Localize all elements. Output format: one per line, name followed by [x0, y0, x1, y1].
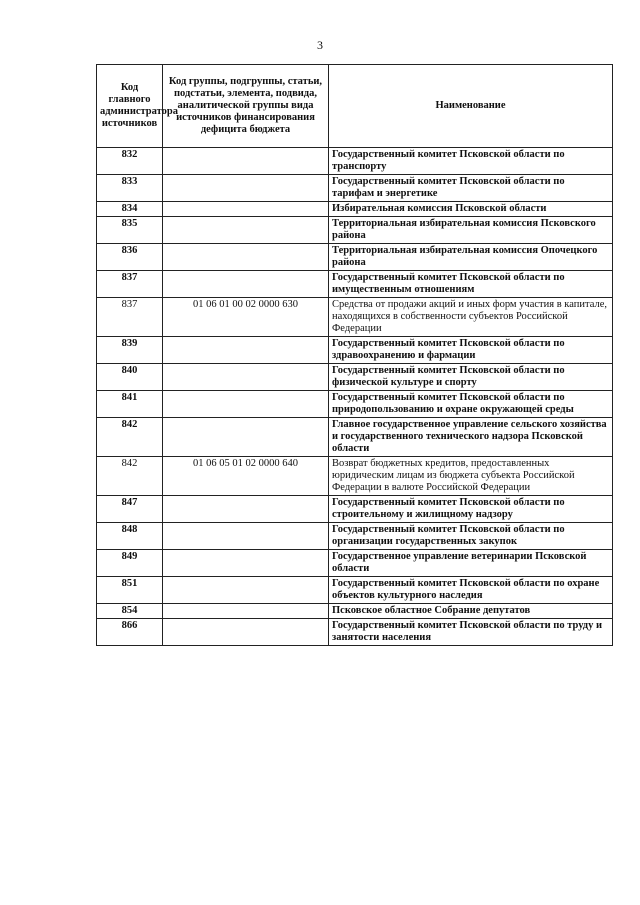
header-admin-code: Код главного администратора источников — [97, 65, 163, 148]
name-cell: Территориальная избирательная комиссия Опочецкого района — [329, 244, 613, 271]
name-cell: Государственное управление ветеринарии Псковской области — [329, 550, 613, 577]
admin-code-cell: 836 — [97, 244, 163, 271]
admin-code-cell: 847 — [97, 496, 163, 523]
table-row — [97, 148, 613, 175]
table-row — [97, 244, 613, 271]
table-row — [97, 298, 613, 337]
table-row — [97, 364, 613, 391]
admin-code-cell: 834 — [97, 202, 163, 217]
name-cell: Государственный комитет Псковской области по тарифам и энергетике — [329, 175, 613, 202]
table-row — [97, 217, 613, 244]
source-code-cell — [163, 271, 329, 298]
table-row — [97, 457, 613, 496]
admin-code-cell: 833 — [97, 175, 163, 202]
source-code-cell — [163, 577, 329, 604]
source-code-cell — [163, 364, 329, 391]
table-row — [97, 391, 613, 418]
name-cell: Государственный комитет Псковской области по строительному и жилищному надзору — [329, 496, 613, 523]
name-cell: Избирательная комиссия Псковской области — [329, 202, 613, 217]
name-cell: Государственный комитет Псковской области по охране объектов культурного наследия — [329, 577, 613, 604]
table-row — [97, 604, 613, 619]
source-code-cell: 01 06 05 01 02 0000 640 — [163, 457, 329, 496]
header-group-code: Код группы, подгруппы, статьи, подстатьи, элемента, подвида, аналитической группы вида источников финансирования дефицита бюджета — [163, 65, 329, 148]
source-code-cell — [163, 550, 329, 577]
admin-code-cell: 866 — [97, 619, 163, 646]
source-code-cell — [163, 604, 329, 619]
source-code-cell — [163, 148, 329, 175]
name-cell: Псковское областное Собрание депутатов — [329, 604, 613, 619]
header-name: Наименование — [329, 65, 613, 148]
source-code-cell — [163, 202, 329, 217]
source-code-cell — [163, 244, 329, 271]
name-cell: Государственный комитет Псковской области по транспорту — [329, 148, 613, 175]
table-row — [97, 496, 613, 523]
name-cell: Территориальная избирательная комиссия Псковского района — [329, 217, 613, 244]
table-row — [97, 175, 613, 202]
source-code-cell — [163, 175, 329, 202]
table-row — [97, 550, 613, 577]
name-cell: Государственный комитет Псковской области по организации государственных закупок — [329, 523, 613, 550]
source-code-cell — [163, 337, 329, 364]
admin-code-cell: 854 — [97, 604, 163, 619]
admin-code-cell: 849 — [97, 550, 163, 577]
admin-code-cell: 840 — [97, 364, 163, 391]
admin-code-cell: 837 — [97, 298, 163, 337]
page-number: 3 — [317, 38, 323, 52]
source-code-cell — [163, 619, 329, 646]
table-row — [97, 523, 613, 550]
source-code-cell — [163, 217, 329, 244]
admin-code-cell: 839 — [97, 337, 163, 364]
table-row — [97, 202, 613, 217]
source-code-cell: 01 06 01 00 02 0000 630 — [163, 298, 329, 337]
admin-code-cell: 841 — [97, 391, 163, 418]
admin-code-cell: 842 — [97, 457, 163, 496]
admin-code-cell: 832 — [97, 148, 163, 175]
source-code-cell — [163, 496, 329, 523]
admin-code-cell: 842 — [97, 418, 163, 457]
name-cell: Главное государственное управление сельского хозяйства и государственного технического надзора Псковской области — [329, 418, 613, 457]
table-row — [97, 619, 613, 646]
table-row — [97, 271, 613, 298]
name-cell: Средства от продажи акций и иных форм участия в капитале, находящихся в собственности субъектов Российской Федерации — [329, 298, 613, 337]
admin-code-cell: 835 — [97, 217, 163, 244]
admin-code-cell: 837 — [97, 271, 163, 298]
name-cell: Возврат бюджетных кредитов, предоставленных юридическим лицам из бюджета субъекта Российской Федерации в валюте Российской Федерации — [329, 457, 613, 496]
source-code-cell — [163, 391, 329, 418]
source-code-cell — [163, 418, 329, 457]
source-code-cell — [163, 523, 329, 550]
table-row — [97, 418, 613, 457]
admin-code-cell: 851 — [97, 577, 163, 604]
table-header-row — [97, 65, 613, 148]
name-cell: Государственный комитет Псковской области по физической культуре и спорту — [329, 364, 613, 391]
table-row — [97, 577, 613, 604]
name-cell: Государственный комитет Псковской области по природопользованию и охране окружающей среды — [329, 391, 613, 418]
name-cell: Государственный комитет Псковской области по здравоохранению и фармации — [329, 337, 613, 364]
name-cell: Государственный комитет Псковской области по труду и занятости населения — [329, 619, 613, 646]
name-cell: Государственный комитет Псковской области по имущественным отношениям — [329, 271, 613, 298]
admin-code-cell: 848 — [97, 523, 163, 550]
administrators-table — [96, 64, 613, 646]
table-row — [97, 337, 613, 364]
